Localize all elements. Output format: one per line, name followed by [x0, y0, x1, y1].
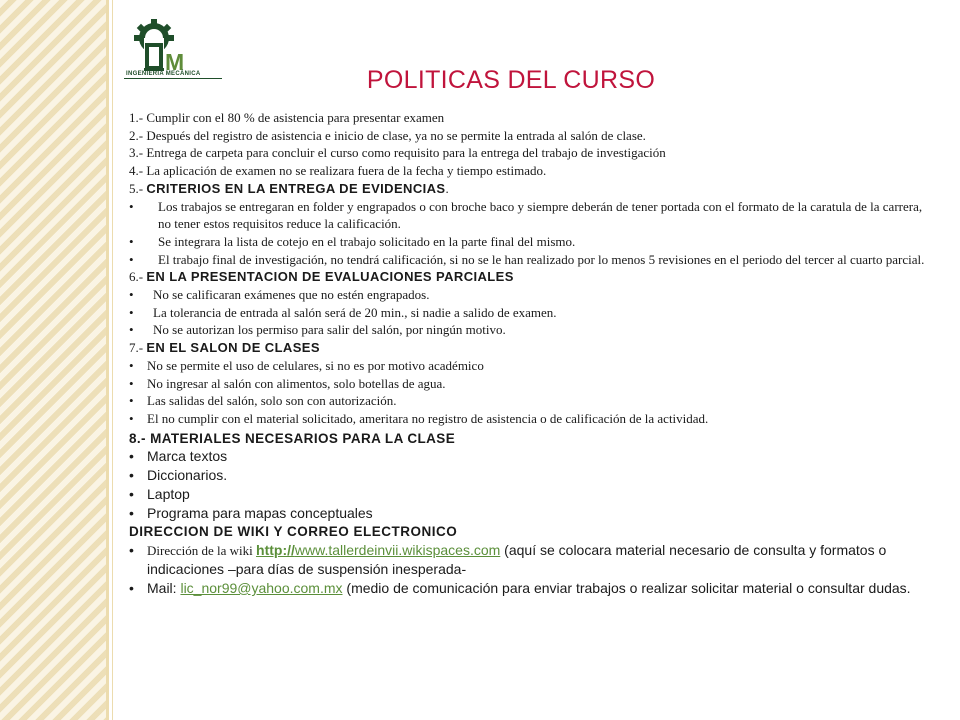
evaluation-bullet-2: • La tolerancia de entrada al salón será de 20 min., si nadie a salido de examen. — [129, 304, 929, 322]
section-title: EN LA PRESENTACION DE EVALUACIONES PARCIALES — [146, 269, 514, 285]
wiki-heading: DIRECCION DE WIKI Y CORREO ELECTRONICO — [129, 524, 458, 540]
section-dot: . — [445, 180, 449, 196]
wiki-link-url: www.tallerdeinvii.wikispaces.com — [294, 542, 501, 559]
wiki-description: (aquí se colocara material necesario de consulta y formatos o indicaciones –para días de suspensión inesperada- — [147, 542, 887, 578]
section-title: EN EL SALON DE CLASES — [146, 340, 320, 356]
classroom-bullet-3: • Las salidas del salón, solo son con autorización. — [129, 392, 929, 410]
wiki-bullet — [129, 541, 929, 579]
decorative-divider-thin — [112, 0, 113, 720]
decorative-divider — [106, 0, 109, 720]
materials-item: • Programa para mapas conceptuales — [129, 504, 929, 523]
classroom-bullet-4: • El no cumplir con el material solicitado, ameritara no registro de asistencia o de calificación de la actividad. — [129, 410, 929, 428]
criteria-bullet-2: • Se integrara la lista de cotejo en el trabajo solicitado en la parte final del mismo. — [129, 233, 929, 251]
policy-item-1: 1.- Cumplir con el 80 % de asistencia para presentar examen — [129, 110, 445, 125]
policy-item-3: 3.- Entrega de carpeta para concluir el curso como requisito para la entrega del trabajo de investigación — [129, 145, 666, 161]
policy-item-2: 2.- Después del registro de asistencia e inicio de clase, ya no se permite la entrada al salón de clase. — [129, 127, 646, 143]
section-6-heading — [129, 268, 929, 286]
materials-item: • Laptop — [129, 485, 929, 504]
section-7-heading — [129, 339, 929, 357]
logo-caption: INGENIERÍA MECÁNICA — [126, 71, 201, 77]
evaluation-bullet-3: • No se autorizan los permiso para salir del salón, por ningún motivo. — [129, 321, 929, 339]
mail-label: Mail: — [147, 580, 181, 597]
classroom-bullet-1: • No se permite el uso de celulares, si no es por motivo académico — [129, 357, 929, 375]
mail-description: (medio de comunicación para enviar trabajos o realizar solicitar material o consultar dudas. — [342, 580, 911, 597]
section-number: 5.- — [129, 180, 144, 196]
section-number: 7.- — [129, 340, 144, 356]
mail-bullet — [129, 579, 929, 598]
email-link[interactable]: lic_nor99@yahoo.com.mx — [180, 580, 343, 597]
wiki-link[interactable] — [256, 542, 500, 558]
policy-list — [129, 109, 929, 598]
svg-text:M: M — [165, 49, 185, 75]
materials-heading: 8.- MATERIALES NECESARIOS PARA LA CLASE — [129, 430, 456, 446]
section-title: CRITERIOS EN LA ENTREGA DE EVIDENCIAS — [146, 180, 446, 196]
wiki-link-protocol: http:// — [256, 542, 295, 559]
criteria-bullet-3: • El trabajo final de investigación, no tendrá calificación, si no se le han realizado por lo menos 5 revisiones en el periodo del tercer al cuarto parcial. — [129, 251, 929, 269]
decorative-side-stripe — [0, 0, 106, 720]
materials-item: • Diccionarios. — [129, 466, 929, 485]
page-title: POLITICAS DEL CURSO — [366, 66, 656, 94]
materials-item: • Marca textos — [129, 447, 929, 466]
section-number: 6.- — [129, 269, 144, 285]
evaluation-bullet-1: • No se calificaran exámenes que no estén engrapados. — [129, 286, 929, 304]
section-5-heading — [129, 180, 929, 198]
policy-item-4: 4.- La aplicación de examen no se realizara fuera de la fecha y tiempo estimado. — [129, 163, 547, 179]
classroom-bullet-2: • No ingresar al salón con alimentos, solo botellas de agua. — [129, 375, 929, 393]
criteria-bullet-1: • Los trabajos se entregaran en folder y engrapados o con broche baco y siempre deberán de tener portada con el formato de la caratula de la carrera, no tener estos requisitos reduce la calificación. — [129, 198, 929, 233]
wiki-label: Dirección de la wiki — [147, 543, 257, 559]
